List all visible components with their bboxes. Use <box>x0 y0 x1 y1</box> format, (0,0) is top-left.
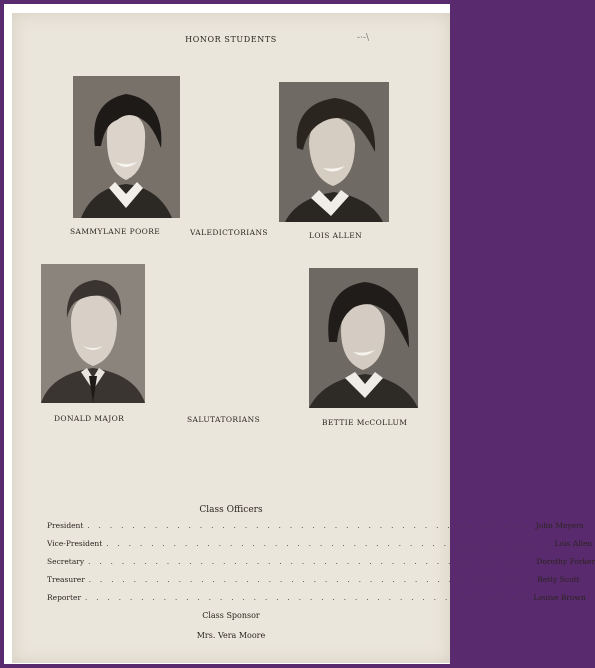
student-name-sammylane-poore: SAMMYLANE POORE <box>70 227 161 236</box>
class-officers-heading: Class Officers <box>199 505 263 515</box>
leader-dots: . . . . . . . . . . . . . . . . . . . . . . . . . . . . . . . . . . . . . . . . <box>106 540 551 548</box>
yearbook-page <box>12 13 595 663</box>
student-name-donald-major: DONALD MAJOR <box>54 414 125 423</box>
officer-role: Treasurer <box>47 575 85 584</box>
student-name-lois-allen: LOIS ALLEN <box>309 231 363 240</box>
officer-name: Betty Scott <box>537 575 580 584</box>
officer-row-treasurer <box>47 575 580 587</box>
officer-row-secretary <box>47 557 595 569</box>
portrait-photo-sammylane-poore <box>73 76 180 218</box>
officer-name: Louise Brown <box>533 593 586 602</box>
leader-dots: . . . . . . . . . . . . . . . . . . . . . . . . . . . . . . . . . . . . . . . . <box>85 594 530 602</box>
officer-role: President <box>47 521 84 530</box>
officer-row-president <box>47 521 584 533</box>
salutatorians-label: SALUTATORIANS <box>187 415 261 424</box>
officer-role: Vice-President <box>47 539 103 548</box>
portrait-photo-donald-major <box>41 264 145 403</box>
officer-name: Lois Allen <box>554 539 593 548</box>
leader-dots: . . . . . . . . . . . . . . . . . . . . . . . . . . . . . . . . . . . . . . . . <box>88 576 534 584</box>
officer-name: Dorothy Forker <box>536 557 595 566</box>
valedictorians-label: VALEDICTORIANS <box>190 228 268 237</box>
officer-row-vice-president <box>47 539 593 551</box>
class-sponsor-heading: Class Sponsor <box>202 611 260 620</box>
page-mark: -·-\ <box>357 33 369 43</box>
leader-dots: . . . . . . . . . . . . . . . . . . . . . . . . . . . . . . . . . . . . . . . . <box>87 522 532 530</box>
page-frame <box>4 4 595 664</box>
class-sponsor-name: Mrs. Vera Moore <box>196 631 266 640</box>
officer-role: Secretary <box>47 557 85 566</box>
portrait-photo-bettie-mccollum <box>309 268 418 408</box>
officer-role: Reporter <box>47 593 82 602</box>
page-heading: HONOR STUDENTS <box>185 35 277 44</box>
officer-name: John Meyers <box>535 521 584 530</box>
portrait-photo-lois-allen <box>279 82 389 222</box>
officer-row-reporter <box>47 593 586 605</box>
leader-dots: . . . . . . . . . . . . . . . . . . . . . . . . . . . . . . . . . . . . . . . . <box>88 558 533 566</box>
student-name-bettie-mccollum: BETTIE McCOLLUM <box>322 418 408 427</box>
